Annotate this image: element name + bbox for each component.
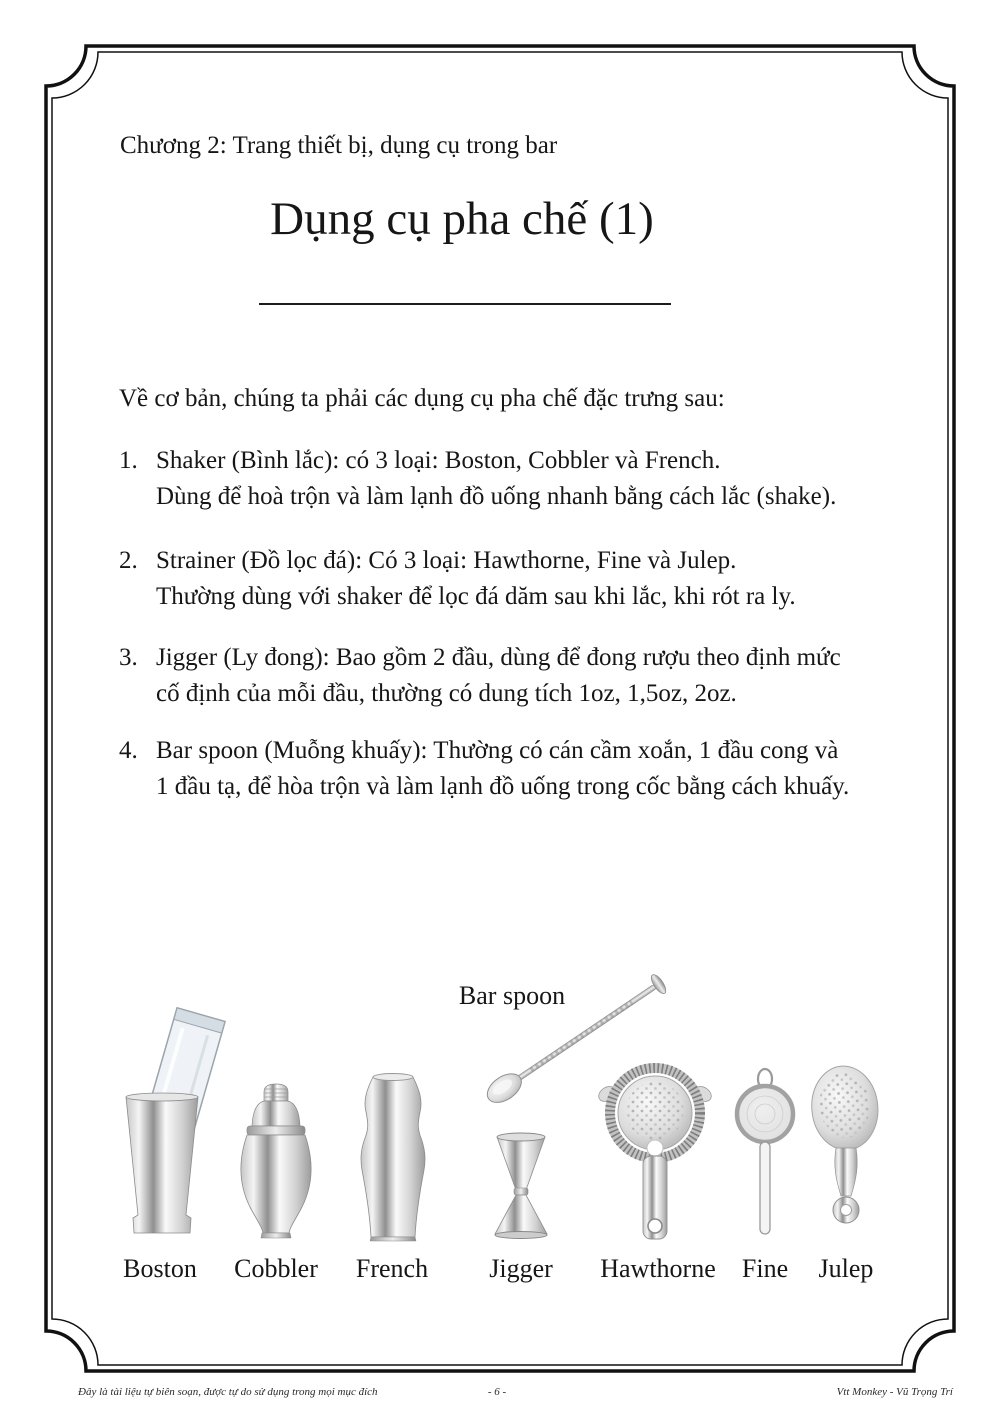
page-footer [0, 1386, 1000, 1408]
page-title: Dụng cụ pha chế (1) [270, 193, 654, 245]
footer-author: Vtt Monkey - Vũ Trọng Trí [836, 1386, 953, 1398]
label-cobbler: Cobbler [234, 1254, 318, 1283]
label-boston: Boston [123, 1254, 197, 1283]
julep-strainer-image [808, 1063, 881, 1223]
hawthorne-strainer-image [596, 1068, 714, 1239]
boston-shaker-image [126, 1008, 225, 1233]
list-item-line: 1 đầu tạ, để hòa trộn và làm lạnh đồ uống trong cốc bằng cách khuấy. [156, 773, 850, 800]
list-number: 4. [119, 737, 138, 764]
list-item-line: Thường dùng với shaker để lọc đá dăm sau khi lắc, khi rót ra ly. [156, 583, 796, 610]
label-fine: Fine [741, 1254, 789, 1283]
bar-spoon-caption: Bar spoon [458, 981, 566, 1010]
list-item-line: Dùng để hoà trộn và làm lạnh đồ uống nhanh bằng cách lắc (shake). [156, 483, 837, 510]
list-item-line: Strainer (Đồ lọc đá): Có 3 loại: Hawthorne, Fine và Julep. [156, 547, 737, 574]
label-french: French [355, 1254, 429, 1283]
list-item-bar-spoon [119, 733, 849, 805]
list-item-line: Bar spoon (Muỗng khuấy): Thường có cán cầm xoắn, 1 đầu cong và [156, 737, 839, 764]
intro-text: Về cơ bản, chúng ta phải các dụng cụ pha chế đặc trưng sau: [119, 385, 725, 412]
cobbler-shaker-image [241, 1084, 311, 1238]
title-divider [259, 303, 671, 305]
chapter-heading: Chương 2: Trang thiết bị, dụng cụ trong bar [120, 132, 558, 159]
list-number: 3. [119, 644, 138, 671]
list-item-line: cố định của mỗi đầu, thường có dung tích 1oz, 1,5oz, 2oz. [156, 680, 737, 707]
list-item-line: Shaker (Bình lắc): có 3 loại: Boston, Cobbler và French. [156, 447, 721, 474]
list-number: 2. [119, 547, 138, 574]
list-item-shaker [119, 443, 836, 515]
label-jigger: Jigger [489, 1254, 553, 1283]
footer-note: Đây là tài liệu tự biên soạn, được tự do sử dụng trong mọi mục đích [78, 1386, 378, 1398]
list-item-line: Jigger (Ly đong): Bao gồm 2 đầu, dùng để đong rượu theo định mức [156, 644, 841, 671]
list-item-strainer [119, 543, 796, 615]
page-number: - 6 - [487, 1386, 507, 1398]
french-shaker-image [361, 1074, 425, 1242]
label-julep: Julep [818, 1254, 874, 1283]
jigger-image [495, 1133, 547, 1239]
label-hawthorne: Hawthorne [600, 1254, 716, 1283]
list-item-jigger [119, 640, 841, 712]
list-number: 1. [119, 447, 138, 474]
fine-strainer-image [737, 1069, 793, 1234]
